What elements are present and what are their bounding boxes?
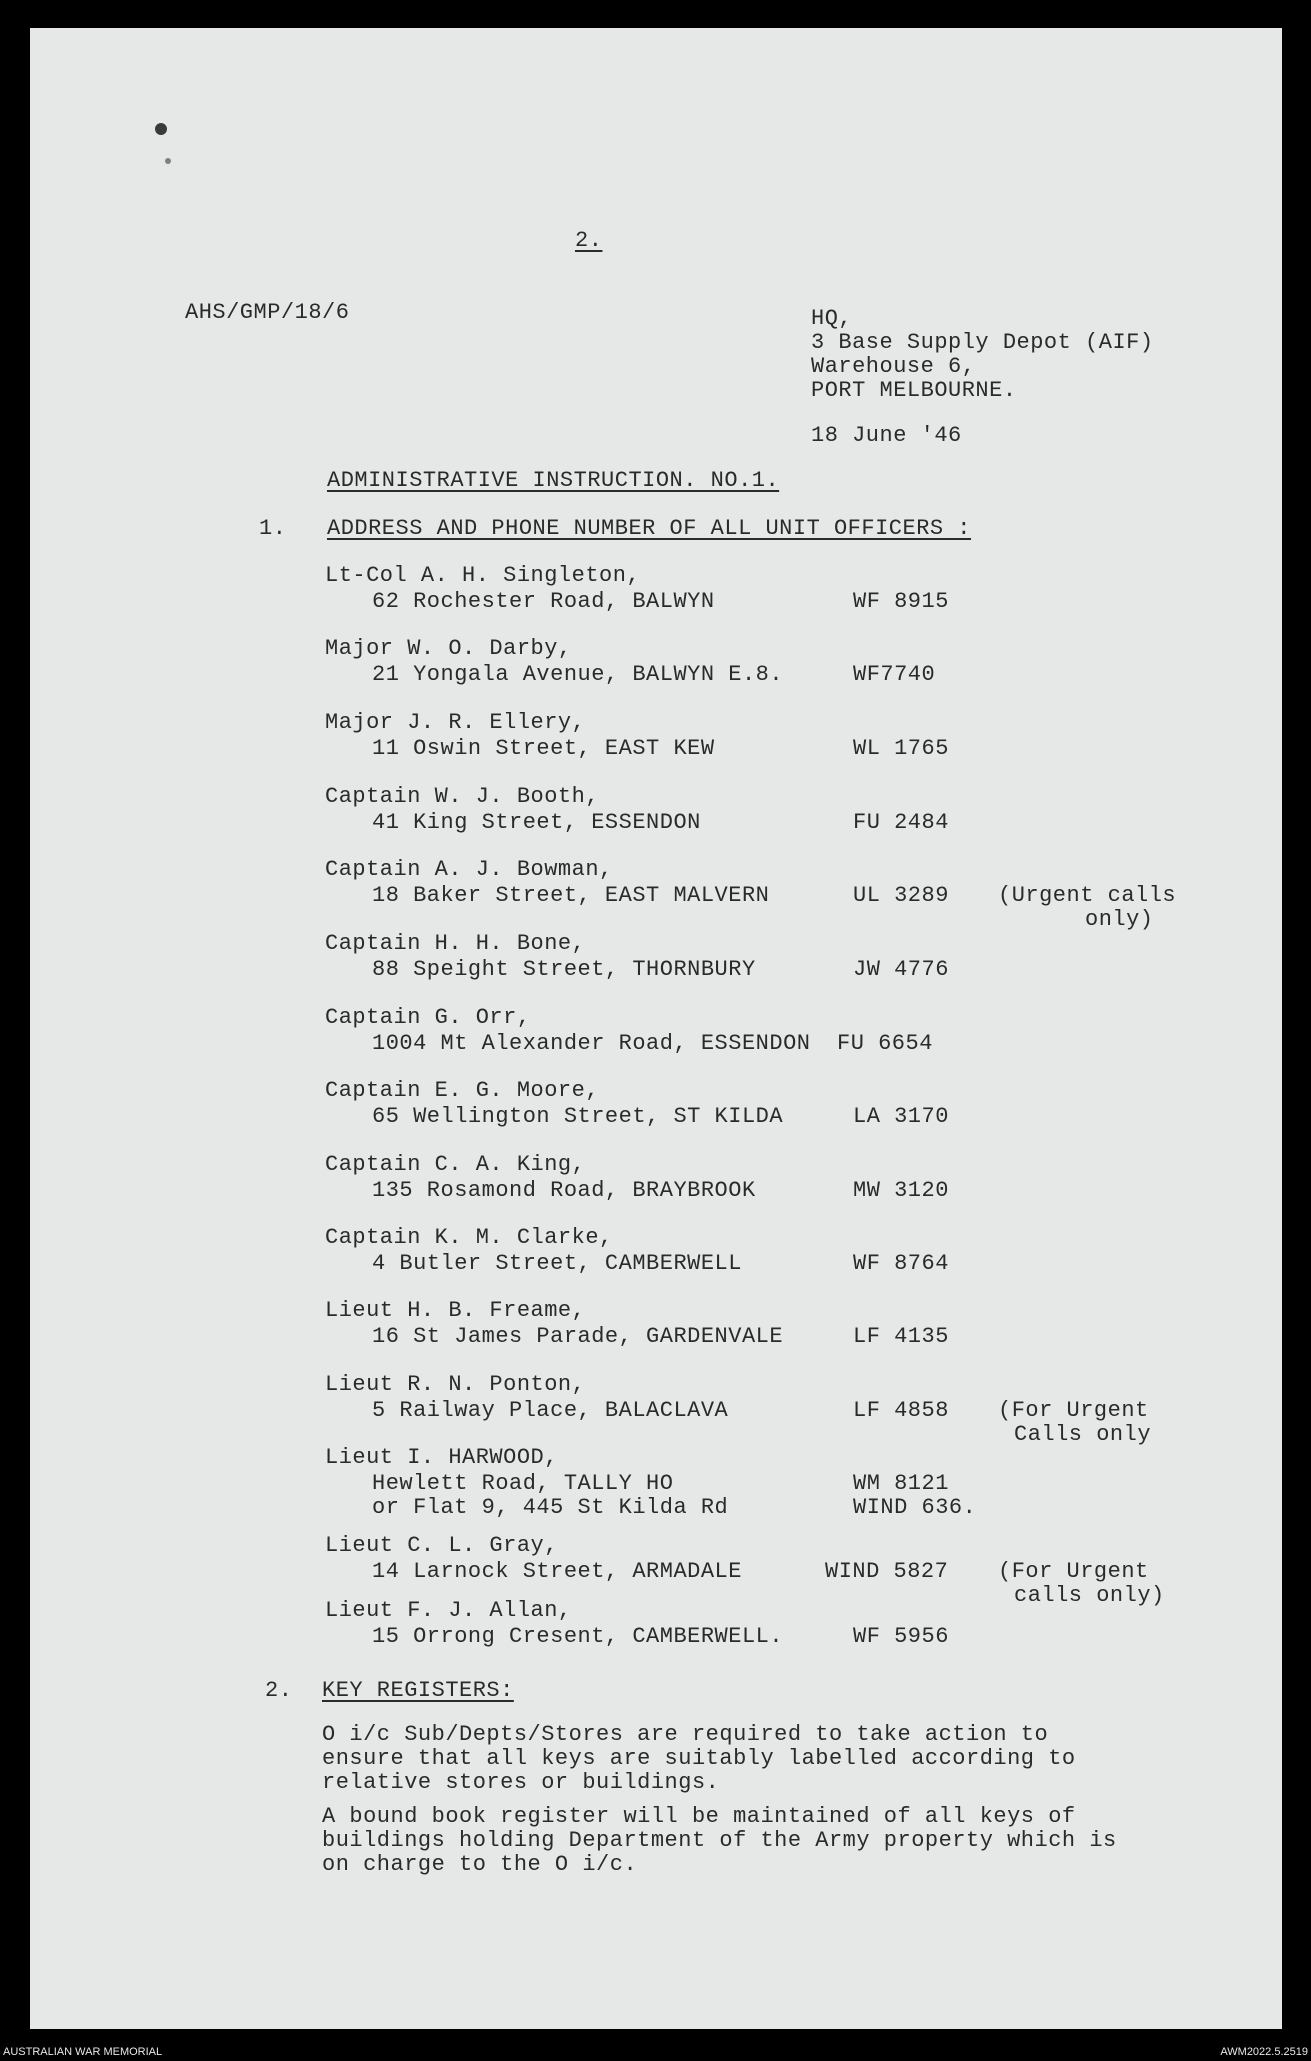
- document-date: 18 June '46: [811, 423, 962, 448]
- officer-phone: LA 3170: [853, 1104, 949, 1129]
- officer-phone: MW 3120: [853, 1178, 949, 1203]
- paragraph-line: A bound book register will be maintained of all keys of: [322, 1804, 1076, 1829]
- officer-address: 4 Butler Street, CAMBERWELL: [372, 1251, 742, 1276]
- officer-entry: [30, 1533, 1282, 1608]
- officer-note: (For Urgent: [998, 1559, 1149, 1584]
- officer-phone: WF 8915: [853, 589, 949, 614]
- officer-note: (Urgent calls: [998, 883, 1177, 908]
- paragraph-line: relative stores or buildings.: [322, 1770, 720, 1795]
- officer-entry: [30, 1152, 1282, 1212]
- officer-entry: [30, 1078, 1282, 1138]
- punch-mark: [155, 123, 167, 135]
- page-number: 2.: [575, 228, 603, 253]
- officer-address: 88 Speight Street, THORNBURY: [372, 957, 756, 982]
- document-title: ADMINISTRATIVE INSTRUCTION. NO.1.: [327, 468, 780, 493]
- section-number: 1.: [259, 516, 287, 541]
- footer-right: AWM2022.5.2519: [1220, 2046, 1308, 2058]
- section-number: 2.: [265, 1678, 293, 1703]
- paragraph-line: buildings holding Department of the Army property which is: [322, 1828, 1117, 1853]
- paragraph-line: on charge to the O i/c.: [322, 1852, 638, 1877]
- officer-entry: [30, 1298, 1282, 1358]
- officer-name: Captain H. H. Bone,: [325, 931, 586, 956]
- officer-address: 41 King Street, ESSENDON: [372, 810, 701, 835]
- officer-phone: WF7740: [853, 662, 936, 687]
- section-heading: ADDRESS AND PHONE NUMBER OF ALL UNIT OFFICERS :: [327, 516, 972, 541]
- footer-left: AUSTRALIAN WAR MEMORIAL: [3, 2046, 163, 2058]
- officer-phone: JW 4776: [853, 957, 949, 982]
- punch-mark: [165, 158, 171, 164]
- officer-address: 135 Rosamond Road, BRAYBROOK: [372, 1178, 756, 1203]
- officer-phone: FU 2484: [853, 810, 949, 835]
- officer-name: Lieut F. J. Allan,: [325, 1598, 572, 1623]
- section-heading: KEY REGISTERS:: [322, 1678, 514, 1703]
- officer-phone: WF 8764: [853, 1251, 949, 1276]
- officer-phone: LF 4858: [853, 1398, 949, 1423]
- hq-line: 3 Base Supply Depot (AIF): [811, 330, 1154, 355]
- officer-phone: WF 5956: [853, 1624, 949, 1649]
- officer-name: Captain A. J. Bowman,: [325, 857, 613, 882]
- officer-entry: [30, 563, 1282, 623]
- officer-name: Lieut C. L. Gray,: [325, 1533, 558, 1558]
- officer-entry: [30, 857, 1282, 932]
- officer-entry: [30, 1372, 1282, 1447]
- officer-phone: FU 6654: [837, 1031, 933, 1056]
- officer-entry: [30, 710, 1282, 770]
- officer-name: Captain C. A. King,: [325, 1152, 586, 1177]
- officer-name: Major W. O. Darby,: [325, 636, 572, 661]
- officer-phone: WIND 5827: [825, 1559, 949, 1584]
- document-page: [30, 28, 1282, 2029]
- officer-name: Lieut I. HARWOOD,: [325, 1445, 558, 1470]
- officer-address: 65 Wellington Street, ST KILDA: [372, 1104, 784, 1129]
- officer-note: only): [1085, 907, 1154, 932]
- officer-name: Lieut H. B. Freame,: [325, 1298, 586, 1323]
- officer-address-alt: or Flat 9, 445 St Kilda Rd: [372, 1495, 729, 1520]
- hq-line: HQ,: [811, 306, 853, 331]
- officer-note: calls only): [1014, 1583, 1165, 1608]
- officer-name: Lt-Col A. H. Singleton,: [325, 563, 641, 588]
- officer-address: 15 Orrong Cresent, CAMBERWELL.: [372, 1624, 784, 1649]
- officer-entry: [30, 1005, 1282, 1065]
- officer-entry: [30, 636, 1282, 696]
- officer-phone: LF 4135: [853, 1324, 949, 1349]
- hq-line: Warehouse 6,: [811, 354, 976, 379]
- officer-name: Captain W. J. Booth,: [325, 784, 600, 809]
- officer-name: Captain G. Orr,: [325, 1005, 531, 1030]
- officer-entry: [30, 1225, 1282, 1285]
- officer-address: Hewlett Road, TALLY HO: [372, 1471, 674, 1496]
- officer-name: Major J. R. Ellery,: [325, 710, 586, 735]
- paragraph-line: O i/c Sub/Depts/Stores are required to take action to: [322, 1722, 1049, 1747]
- officer-address: 21 Yongala Avenue, BALWYN E.8.: [372, 662, 784, 687]
- officer-entry: [30, 784, 1282, 844]
- officer-phone: WL 1765: [853, 736, 949, 761]
- officer-entry: [30, 1445, 1282, 1529]
- officer-address: 18 Baker Street, EAST MALVERN: [372, 883, 770, 908]
- officer-phone: WM 8121: [853, 1471, 949, 1496]
- reference-code: AHS/GMP/18/6: [185, 300, 350, 325]
- officer-phone-alt: WIND 636.: [853, 1495, 977, 1520]
- officer-address: 16 St James Parade, GARDENVALE: [372, 1324, 784, 1349]
- officer-name: Lieut R. N. Ponton,: [325, 1372, 586, 1397]
- hq-line: PORT MELBOURNE.: [811, 378, 1017, 403]
- officer-address: 14 Larnock Street, ARMADALE: [372, 1559, 742, 1584]
- officer-name: Captain K. M. Clarke,: [325, 1225, 613, 1250]
- officer-phone: UL 3289: [853, 883, 949, 908]
- officer-note: (For Urgent: [998, 1398, 1149, 1423]
- officer-name: Captain E. G. Moore,: [325, 1078, 600, 1103]
- officer-address: 5 Railway Place, BALACLAVA: [372, 1398, 729, 1423]
- officer-address: 11 Oswin Street, EAST KEW: [372, 736, 715, 761]
- officer-address: 62 Rochester Road, BALWYN: [372, 589, 715, 614]
- paragraph-line: ensure that all keys are suitably labelled according to: [322, 1746, 1076, 1771]
- officer-entry: [30, 931, 1282, 991]
- officer-entry: [30, 1598, 1282, 1658]
- officer-note: Calls only: [1014, 1422, 1152, 1447]
- officer-address: 1004 Mt Alexander Road, ESSENDON: [372, 1031, 811, 1056]
